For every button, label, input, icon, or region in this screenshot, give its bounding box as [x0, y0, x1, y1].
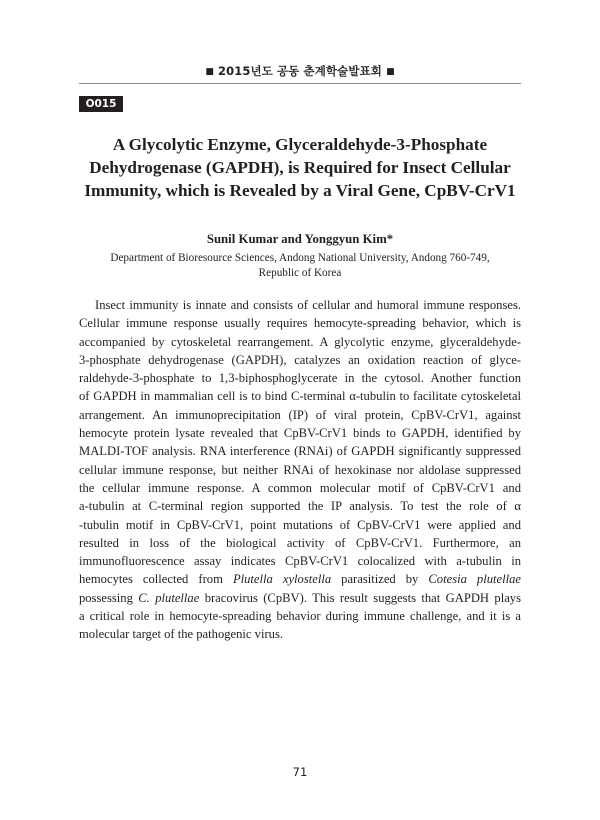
abstract-body [79, 296, 521, 644]
page-number: 71 [292, 765, 308, 779]
abstract-line: Cellular immune response usually requires hemocyte-spreading behavior, which is [79, 316, 521, 331]
title-line: Dehydrogenase (GAPDH), is Required for Insect Cellular [89, 158, 511, 177]
abstract-line: a critical role in hemocyte-spreading behavior during immune challenge, and it is a [79, 609, 521, 624]
title-line: A Glycolytic Enzyme, Glyceraldehyde-3-Phosphate [112, 135, 488, 154]
abstract-line: 3-phosphate dehydrogenase (GAPDH), catalyzes an oxidation reaction of glyce- [79, 352, 521, 367]
header-rule [79, 83, 521, 84]
abstract-line: of GAPDH in mammalian cell is to bind C-terminal α-tubulin to facilitate cytoskeletal [79, 389, 521, 404]
abstract-code-badge: O015 [79, 96, 123, 112]
species-name: Cotesia plutellae [428, 572, 522, 587]
abstract-line: resulted in loss of the biological activity of CpBV-CrV1. Furthermore, an [79, 535, 521, 550]
abstract-line: the cellular immune response. A common molecular motif of CpBV-CrV1 and [79, 480, 521, 495]
abstract-line: Insect immunity is innate and consists of cellular and humoral immune responses. [95, 298, 521, 312]
abstract-line: -tubulin motif in CpBV-CrV1, point mutations of CpBV-CrV1 were applied and [79, 517, 521, 532]
running-header [0, 63, 600, 79]
affiliation-line: Republic of Korea [258, 266, 342, 279]
affiliation-line: Department of Bioresource Sciences, Andong National University, Andong 760-749, [110, 252, 490, 264]
abstract-line: molecular target of the pathogenic virus. [79, 627, 283, 642]
paper-title [79, 133, 521, 202]
abstract-line: cellular immune response, but neither RNAi of hexokinase nor aldolase suppressed [79, 462, 521, 477]
header-text: 2015년도 공동 춘계학술발표회 [218, 64, 382, 78]
abstract-line: immunofluorescence assay indicates CpBV-CrV1 colocalized with a-tubulin in [79, 554, 521, 569]
authors: Sunil Kumar and Yonggyun Kim* [206, 232, 394, 246]
abstract-line: accompanied by cytoskeletal rearrangement. A glycolytic enzyme, glyceraldehyde- [79, 334, 521, 349]
title-line: Immunity, which is Revealed by a Viral Gene, CpBV-CrV1 [84, 181, 516, 200]
abstract-line: arrangement. An immunoprecipitation (IP) of viral protein, CpBV-CrV1, against [79, 407, 521, 422]
abstract-line [79, 589, 521, 607]
abstract-line: raldehyde-3-phosphate to 1,3-biphosphoglycerate in the cytosol. Another function [79, 371, 521, 386]
abstract-text: bracovirus (CpBV). This result suggests that GAPDH plays [199, 590, 522, 605]
abstract-line: hemocyte protein lysate revealed that CpBV-CrV1 binds to GAPDH, identified by [79, 426, 521, 441]
affiliation [79, 251, 521, 280]
abstract-text: parasitized by [331, 572, 429, 587]
abstract-text: hemocytes collected from [79, 572, 233, 587]
abstract-text: possessing [79, 590, 139, 605]
abstract-line: a-tubulin at C-terminal region supported the IP analysis. To test the role of α [79, 499, 521, 514]
abstract-line [79, 570, 521, 588]
abstract-line: MALDI-TOF analysis. RNA interference (RNAi) of GAPDH significantly suppressed [79, 444, 521, 459]
header-square-left: ■ [205, 67, 214, 77]
species-name: C. plutellae [138, 590, 200, 605]
species-name: Plutella xylostella [232, 572, 332, 587]
header-square-right: ■ [386, 67, 395, 77]
